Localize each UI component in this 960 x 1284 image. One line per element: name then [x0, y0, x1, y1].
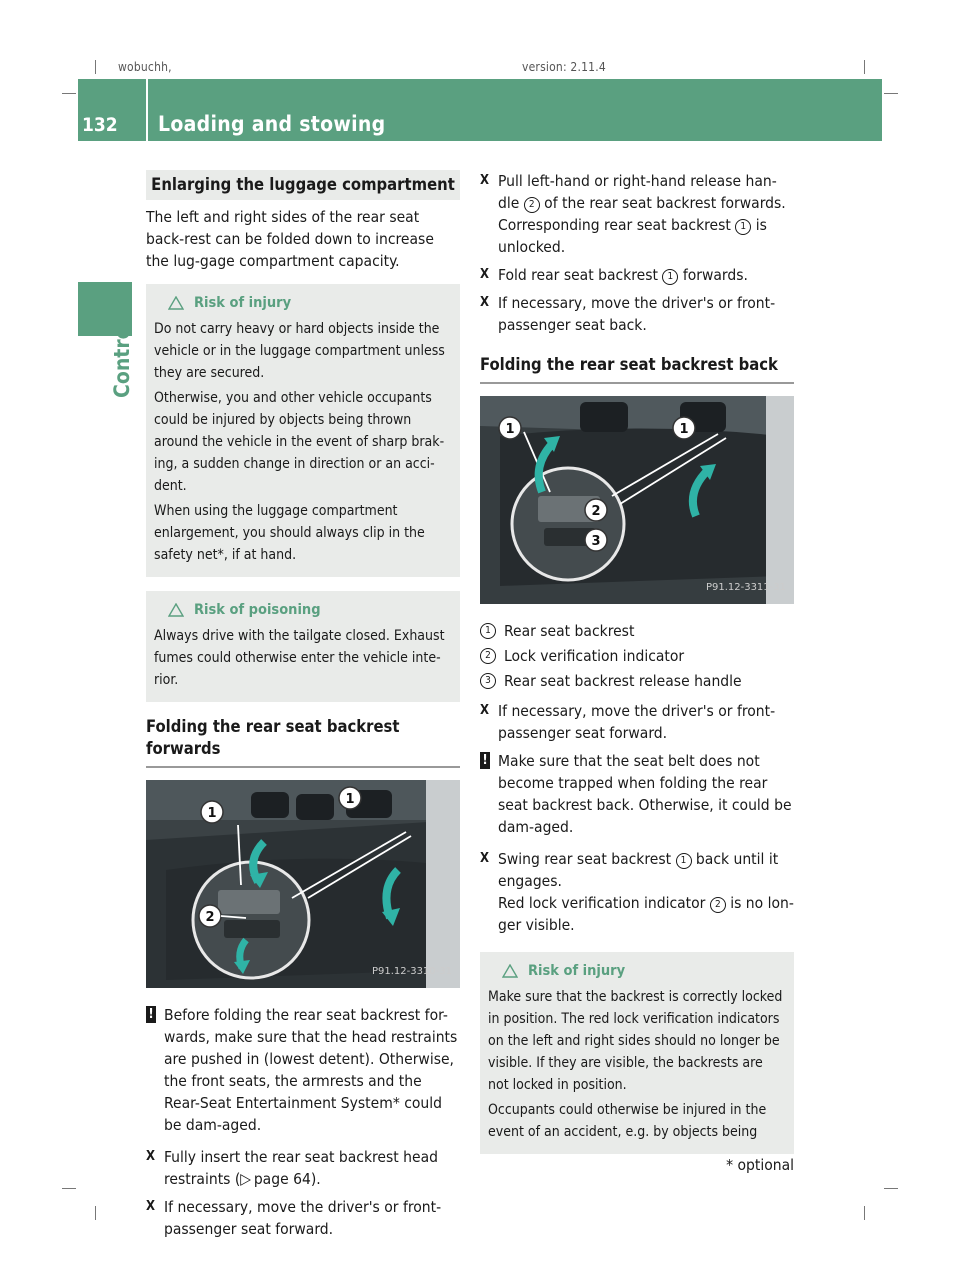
legend-text: Rear seat backrest — [504, 622, 635, 640]
callout-ref: 2 — [524, 197, 540, 213]
step-item — [146, 1146, 460, 1190]
subsection-heading-forwards: Folding the rear seat backrest forwards — [146, 716, 460, 768]
step-text: Pull left-hand or right-hand release han-dle — [498, 172, 777, 212]
callout-ref: 1 — [735, 219, 751, 235]
step-item — [480, 170, 794, 258]
crop-mark — [95, 60, 96, 74]
figure-legend — [480, 620, 794, 692]
warning-triangle-icon — [502, 964, 518, 978]
callout-ref: 2 — [710, 897, 726, 913]
footer-optional-note: * optional — [726, 1156, 794, 1174]
crop-mark — [95, 1206, 96, 1220]
legend-number: 2 — [480, 648, 496, 664]
warning-triangle-icon — [168, 603, 184, 617]
step-arrow-icon: X — [146, 1149, 156, 1164]
note-caution — [480, 750, 794, 838]
step-text: is unlocked. — [498, 216, 767, 256]
warning-text: When using the luggage compartment enlargement, you should always clip in the safety net*, if at hand. — [154, 503, 425, 563]
step-arrow-icon: X — [480, 703, 490, 718]
step-text: If necessary, move the driver's or front-passenger seat forward. — [498, 702, 776, 742]
crop-mark — [62, 93, 76, 94]
left-column — [146, 170, 460, 1246]
warning-box-injury-2 — [480, 952, 794, 1154]
figure-code: P91.12-3310-31 — [371, 966, 452, 977]
warning-text: Otherwise, you and other vehicle occupants could be injured by objects being thrown around the vehicle in the event of sharp brak-ing, a sudden change in direction or an acci-dent. — [154, 390, 445, 494]
step-item — [480, 700, 794, 744]
legend-text: Rear seat backrest release handle — [504, 672, 742, 690]
step-item — [480, 292, 794, 336]
warning-title — [168, 292, 452, 314]
step-arrow-icon: X — [480, 173, 490, 188]
step-text: If necessary, move the driver's or front-passenger seat back. — [498, 294, 776, 334]
callout-2: 2 — [591, 504, 601, 519]
step-arrow-icon: X — [480, 295, 490, 310]
warning-title-text: Risk of poisoning — [194, 602, 321, 618]
page-reference-link[interactable]: page 64). — [253, 1170, 321, 1188]
page-title: Loading and stowing — [158, 112, 386, 136]
page-number: 132 — [82, 114, 118, 136]
warning-title-text: Risk of injury — [194, 295, 292, 311]
callout-1: 1 — [679, 422, 689, 437]
callout-1: 1 — [207, 806, 217, 821]
seat-illustration — [480, 396, 794, 604]
step-arrow-icon: X — [480, 851, 490, 866]
step-text: forwards. — [678, 266, 748, 284]
seat-illustration — [146, 780, 460, 988]
warning-text: Do not carry heavy or hard objects inside the vehicle or in the luggage compartment unless they are secured. — [154, 321, 445, 381]
step-text: is no lon-ger visible. — [498, 894, 794, 934]
page-ref-arrow-icon: ▷ — [240, 1170, 252, 1188]
callout-2: 2 — [205, 910, 215, 925]
step-item — [146, 1196, 460, 1240]
side-tab-label: Controls — [110, 308, 134, 398]
right-column — [480, 170, 794, 1168]
trim-left-text: wobuchh, — [118, 60, 172, 74]
step-text: Swing rear seat backrest — [498, 850, 676, 868]
crop-mark — [884, 93, 898, 94]
figure-seat-forwards — [146, 780, 460, 988]
note-text: Make sure that the seat belt does not become trapped when folding the rear seat backrest back. Otherwise, it could be dam-aged. — [498, 752, 792, 836]
step-text: If necessary, move the driver's or front-passenger seat forward. — [164, 1198, 442, 1238]
warning-text: Occupants could otherwise be injured in the event of an accident, e.g. by objects being — [488, 1102, 767, 1140]
crop-mark — [864, 1206, 865, 1220]
legend-item — [480, 670, 794, 692]
note-caution — [146, 1004, 460, 1136]
step-text: Red lock verification indicator — [498, 894, 710, 912]
exclamation-icon: ! — [480, 752, 490, 769]
intro-paragraph: The left and right sides of the rear seat back-rest can be folded down to increase the lug-gage compartment capacity. — [146, 208, 434, 270]
note-text: Before folding the rear seat backrest for-wards, make sure that the head restraints are pushed in (lowest detent). Otherwise, the front seats, the armrests and the Rear-Seat Entertainment System* could be dam-aged. — [164, 1006, 458, 1134]
section-heading: Enlarging the luggage compartment — [146, 170, 460, 200]
warning-title-text: Risk of injury — [528, 963, 626, 979]
warning-text: Always drive with the tailgate closed. Exhaust fumes could otherwise enter the vehicle inte-rior. — [154, 628, 445, 688]
legend-number: 1 — [480, 623, 496, 639]
figure-seat-back — [480, 396, 794, 604]
callout-ref: 1 — [676, 853, 692, 869]
step-text: Fully insert the rear seat backrest head restraints ( — [164, 1148, 438, 1188]
subsection-heading-back: Folding the rear seat backrest back — [480, 354, 794, 384]
callout-1: 1 — [345, 792, 355, 807]
crop-mark — [62, 1188, 76, 1189]
figure-code: P91.12-3311-31 — [705, 582, 786, 593]
header-divider — [146, 79, 148, 141]
step-text: Fold rear seat backrest — [498, 266, 663, 284]
exclamation-icon: ! — [146, 1006, 156, 1023]
warning-title — [502, 960, 786, 982]
legend-item — [480, 620, 794, 642]
warning-title — [168, 599, 452, 621]
step-text: of the rear seat backrest forwards. Corresponding rear seat backrest — [498, 194, 786, 234]
trim-right-text: version: 2.11.4 — [522, 60, 606, 74]
callout-3: 3 — [591, 534, 601, 549]
warning-box-injury — [146, 284, 460, 577]
legend-item — [480, 645, 794, 667]
step-item — [480, 264, 794, 286]
crop-mark — [864, 60, 865, 74]
step-item — [480, 848, 794, 936]
detail-magnifier — [512, 468, 624, 580]
callout-1: 1 — [505, 422, 515, 437]
legend-number: 3 — [480, 673, 496, 689]
warning-triangle-icon — [168, 296, 184, 310]
callout-ref: 1 — [662, 269, 678, 285]
step-text: back until it engages. — [498, 850, 779, 890]
legend-text: Lock verification indicator — [504, 647, 685, 665]
step-arrow-icon: X — [146, 1199, 156, 1214]
warning-text: Make sure that the backrest is correctly locked in position. The red lock verification indicators on the left and right sides should no longer be visible. If they are visible, the backrests are not locked in position. — [488, 989, 783, 1093]
warning-box-poisoning — [146, 591, 460, 702]
step-arrow-icon: X — [480, 267, 490, 282]
crop-mark — [884, 1188, 898, 1189]
